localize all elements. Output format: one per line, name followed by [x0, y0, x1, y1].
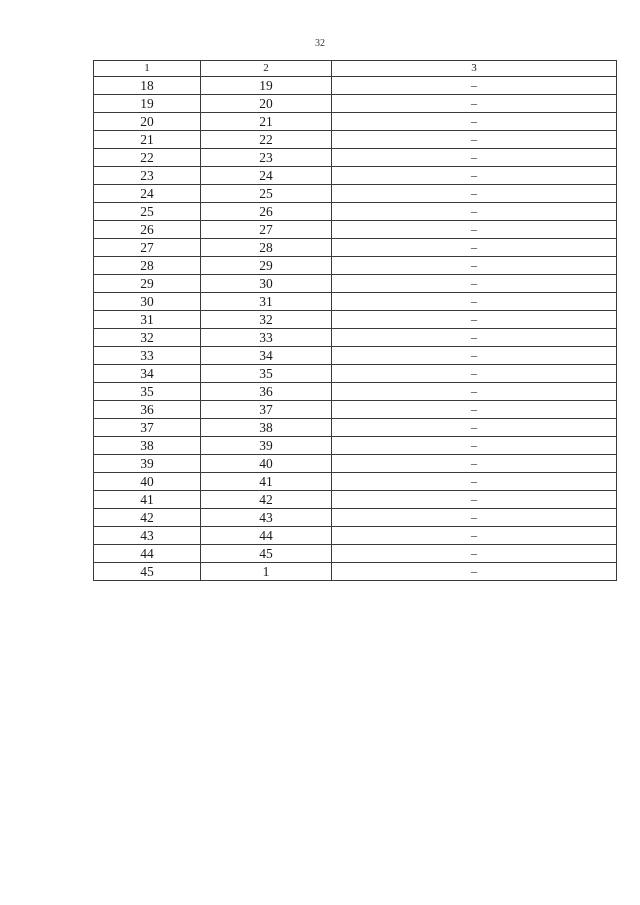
table-cell: 25: [94, 203, 201, 221]
table-cell: –: [332, 509, 617, 527]
table-cell: 42: [201, 491, 332, 509]
table-row: [94, 239, 617, 257]
table-cell: 41: [201, 473, 332, 491]
table-cell: 30: [94, 293, 201, 311]
table-row: [94, 131, 617, 149]
table-row: [94, 455, 617, 473]
table-cell: –: [332, 95, 617, 113]
table-cell: –: [332, 419, 617, 437]
column-header: 3: [332, 61, 617, 77]
table-cell: –: [332, 77, 617, 95]
table-cell: 35: [201, 365, 332, 383]
table-row: [94, 95, 617, 113]
table-cell: –: [332, 167, 617, 185]
table-row: [94, 203, 617, 221]
table-cell: 37: [94, 419, 201, 437]
table-cell: –: [332, 311, 617, 329]
table-cell: 26: [201, 203, 332, 221]
table-cell: 34: [94, 365, 201, 383]
table-row: [94, 275, 617, 293]
table-cell: 27: [201, 221, 332, 239]
table-cell: –: [332, 437, 617, 455]
table-row: [94, 77, 617, 95]
table-cell: 33: [201, 329, 332, 347]
table-cell: 31: [201, 293, 332, 311]
table-row: [94, 149, 617, 167]
table-cell: –: [332, 347, 617, 365]
table-cell: 36: [94, 401, 201, 419]
table-cell: 24: [201, 167, 332, 185]
table-cell: 37: [201, 401, 332, 419]
table-cell: 38: [201, 419, 332, 437]
table-row: [94, 527, 617, 545]
table-row: [94, 401, 617, 419]
table-cell: 45: [201, 545, 332, 563]
table-row: [94, 347, 617, 365]
table-row: [94, 293, 617, 311]
table-cell: 40: [201, 455, 332, 473]
table-row: [94, 473, 617, 491]
table-row: [94, 167, 617, 185]
table-row: [94, 329, 617, 347]
table-header-row: [94, 61, 617, 77]
table-cell: 35: [94, 383, 201, 401]
table-cell: 31: [94, 311, 201, 329]
table-row: [94, 365, 617, 383]
table-cell: 41: [94, 491, 201, 509]
table-cell: 20: [94, 113, 201, 131]
table-row: [94, 419, 617, 437]
table-cell: 36: [201, 383, 332, 401]
column-header: 2: [201, 61, 332, 77]
table-cell: –: [332, 365, 617, 383]
table-cell: 23: [94, 167, 201, 185]
table-cell: –: [332, 275, 617, 293]
table-cell: 32: [201, 311, 332, 329]
table-cell: –: [332, 329, 617, 347]
table-cell: 43: [94, 527, 201, 545]
table-row: [94, 509, 617, 527]
table-cell: 21: [94, 131, 201, 149]
table-cell: 34: [201, 347, 332, 365]
table-cell: 26: [94, 221, 201, 239]
table-cell: 19: [94, 95, 201, 113]
table-cell: 39: [201, 437, 332, 455]
table-cell: –: [332, 257, 617, 275]
table-row: [94, 383, 617, 401]
table-cell: 44: [201, 527, 332, 545]
table-cell: –: [332, 545, 617, 563]
table-cell: 32: [94, 329, 201, 347]
table-cell: 29: [201, 257, 332, 275]
table-cell: –: [332, 383, 617, 401]
table-cell: 25: [201, 185, 332, 203]
table-cell: –: [332, 113, 617, 131]
table-cell: 24: [94, 185, 201, 203]
table-row: [94, 257, 617, 275]
table-cell: 28: [201, 239, 332, 257]
table-cell: 22: [201, 131, 332, 149]
table-cell: –: [332, 401, 617, 419]
table-cell: –: [332, 185, 617, 203]
table-cell: 30: [201, 275, 332, 293]
table-cell: 20: [201, 95, 332, 113]
table-cell: 22: [94, 149, 201, 167]
table-cell: 19: [201, 77, 332, 95]
table-cell: –: [332, 491, 617, 509]
table-cell: 1: [201, 563, 332, 581]
table-row: [94, 437, 617, 455]
table-cell: 18: [94, 77, 201, 95]
table-cell: 28: [94, 257, 201, 275]
table-cell: 33: [94, 347, 201, 365]
table-cell: 39: [94, 455, 201, 473]
table-cell: –: [332, 131, 617, 149]
table-cell: –: [332, 527, 617, 545]
table-cell: 21: [201, 113, 332, 131]
table-cell: 38: [94, 437, 201, 455]
data-table: [93, 60, 617, 581]
table-cell: 45: [94, 563, 201, 581]
table-cell: –: [332, 239, 617, 257]
table-body: [94, 77, 617, 581]
table-cell: 40: [94, 473, 201, 491]
table-cell: –: [332, 455, 617, 473]
table-cell: –: [332, 149, 617, 167]
page-number: 32: [315, 38, 325, 49]
table-cell: –: [332, 293, 617, 311]
table-cell: 23: [201, 149, 332, 167]
table-cell: –: [332, 563, 617, 581]
table-cell: –: [332, 221, 617, 239]
table-cell: –: [332, 203, 617, 221]
table-cell: 29: [94, 275, 201, 293]
table-row: [94, 563, 617, 581]
table-row: [94, 491, 617, 509]
table-cell: 43: [201, 509, 332, 527]
table-cell: 42: [94, 509, 201, 527]
table-row: [94, 311, 617, 329]
table-row: [94, 545, 617, 563]
table-cell: –: [332, 473, 617, 491]
table-row: [94, 221, 617, 239]
table-row: [94, 185, 617, 203]
table-cell: 27: [94, 239, 201, 257]
column-header: 1: [94, 61, 201, 77]
table-cell: 44: [94, 545, 201, 563]
table-row: [94, 113, 617, 131]
